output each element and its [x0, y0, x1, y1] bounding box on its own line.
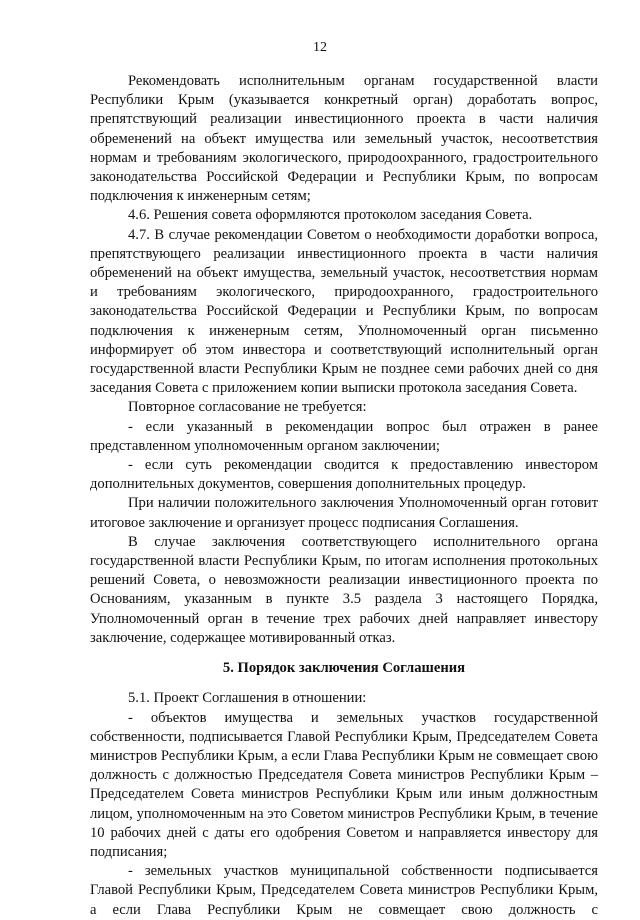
- list-item-municipal-land: - земельных участков муниципальной собственности подписывается Главой Республики Крым, Председателем Совета министров Республики Крым, а если Глава Республики Крым не совмещает свою должность с: [90, 863, 598, 918]
- paragraph-4-6: 4.6. Решения совета оформляются протоколом заседания Совета.: [128, 207, 533, 224]
- paragraph-4-7: 4.7. В случае рекомендации Советом о необходимости доработки вопроса, препятствующего реализации инвестиционного проекта в части наличия обременений на объект имущества, земельный участок, несоответствия нормам и требованиям экологического, природоохранного, градостроительного законодательства Российской Федерации и Республики Крым, по вопросам подключения к инженерным сетям, Уполномоченный орган письменно информирует об этом инвестора и соответствующий исполнительный орган государственной власти Республики Крым не позднее семи рабочих дней со дня заседания Совета с приложением копии выписки протокола заседания Совета.: [90, 226, 598, 397]
- paragraph-refusal: В случае заключения соответствующего исполнительного органа государственной власти Республики Крым, по итогам исполнения протокольных решений Совета, о невозможности реализации инвестиционного проекта по Основаниям, указанным в пункте 3.5 раздела 3 настоящего Порядка, Уполномоченный орган в течение трех рабочих дней направляет инвестору заключение, содержащее мотивированный отказ.: [90, 533, 598, 646]
- section-heading: 5. Порядок заключения Соглашения: [222, 660, 466, 677]
- list-item-state-property: - объектов имущества и земельных участков государственной собственности, подписывается Главой Республики Крым, Председателем Совета министров Республики Крым, а если Глава Республики Крым не совмещает свою должность с должностью Председателя Совета министров Республики Крым – Председателем Совета министров Республики Крым или иным должностным лицом, уполномоченным на это Советом министров Республики Крым, в течение 10 рабочих дней с даты его одобрения Советом и направляется инвестору для подписания;: [90, 709, 598, 860]
- paragraph-no-reapproval: Повторное согласование не требуется:: [128, 399, 367, 416]
- document-body: [90, 72, 598, 920]
- list-item-additional-documents: - если суть рекомендации сводится к предоставлению инвестором дополнительных документов, совершения дополнительных процедур.: [90, 457, 598, 493]
- paragraph-5-1: 5.1. Проект Соглашения в отношении:: [128, 690, 367, 707]
- page-number: 12: [313, 40, 327, 55]
- list-item-reflected-in-conclusion: - если указанный в рекомендации вопрос был отражен в ранее представленном уполномоченным органом заключении;: [90, 418, 598, 454]
- paragraph-positive-conclusion: При наличии положительного заключения Уполномоченный орган готовит итоговое заключение и организует процесс подписания Соглашения.: [90, 495, 598, 531]
- paragraph-recommend-authorities: Рекомендовать исполнительным органам государственной власти Республики Крым (указывается конкретный орган) доработать вопрос, препятствующий реализации инвестиционного проекта в части наличия обременений на объект имущества или земельный участок, несоответствия нормам и требованиям экологического, природоохранного, градостроительного законодательства Российской Федерации и Республики Крым, по вопросам подключения к инженерным сетям;: [90, 73, 598, 205]
